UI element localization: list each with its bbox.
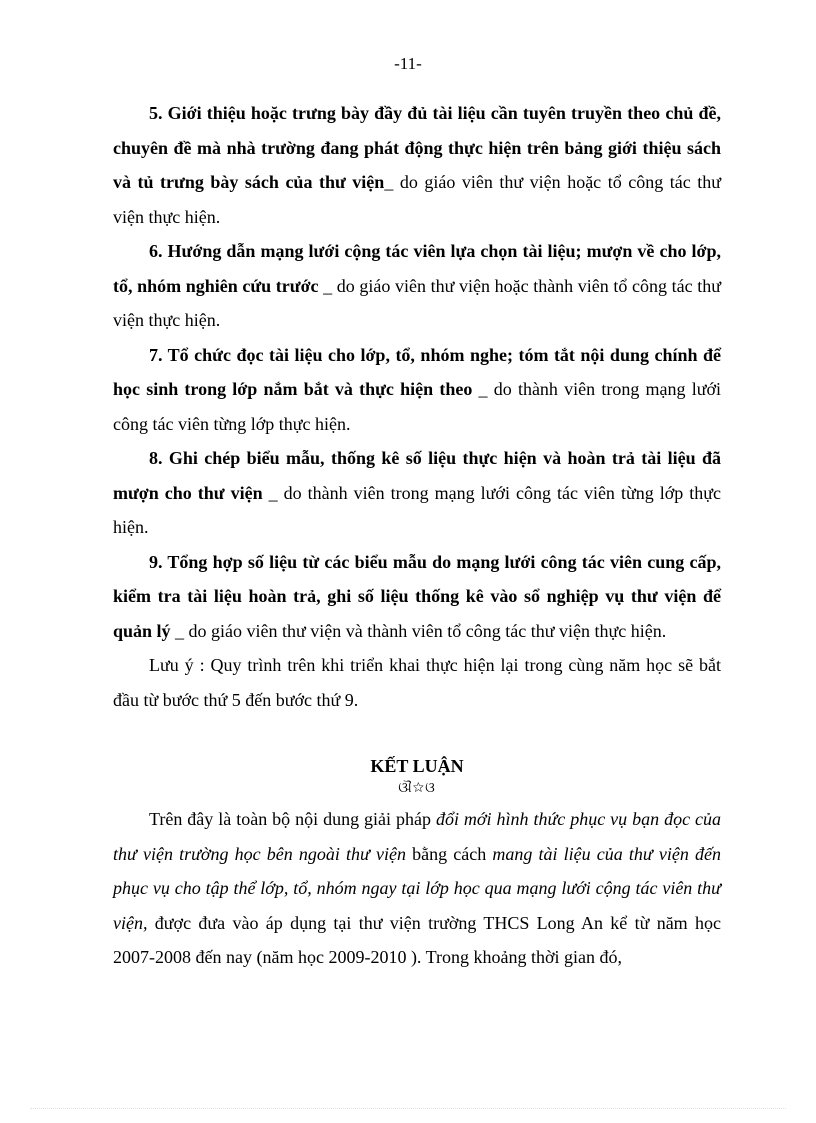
step-8-title: 8. Ghi chép biểu mẫu, thống kê số liệu thực hiện và hoàn trả tài liệu đã mượn cho thư viện bbox=[113, 448, 721, 503]
conclusion-paragraph bbox=[113, 802, 721, 975]
page-number: -11- bbox=[394, 54, 422, 73]
conclusion-text-3: được đưa vào áp dụng tại thư viện trường THCS Long An kể từ năm học 2007-2008 đến nay (năm học 2009-2010 ). Trong khoảng thời gian đó, bbox=[113, 912, 721, 967]
ornament-divider-icon: ଔ☆ଓ bbox=[398, 781, 436, 796]
step-8-paragraph bbox=[113, 441, 721, 545]
step-9-assignee: _ do giáo viên thư viện và thành viên tổ công tác thư viện thực hiện. bbox=[170, 620, 667, 641]
conclusion-heading: KẾT LUẬN bbox=[370, 756, 464, 776]
step-7-title: 7. Tổ chức đọc tài liệu cho lớp, tổ, nhóm nghe; tóm tắt nội dung chính để học sinh trong lớp nắm bắt và thực hiện theo bbox=[113, 344, 721, 399]
step-7-paragraph bbox=[113, 338, 721, 442]
note-paragraph: Lưu ý : Quy trình trên khi triển khai thực hiện lại trong cùng năm học sẽ bắt đầu từ bước thứ 5 đến bước thứ 9. bbox=[113, 655, 721, 710]
step-5-paragraph bbox=[113, 96, 721, 234]
step-5-title: 5. Giới thiệu hoặc trưng bày đầy đủ tài liệu cần tuyên truyền theo chủ đề, chuyên đề mà nhà trường đang phát động thực hiện trên bảng giới thiệu sách và tủ trưng bày sách của thư viện bbox=[113, 103, 721, 192]
step-6-paragraph bbox=[113, 234, 721, 338]
step-9-paragraph bbox=[113, 545, 721, 649]
step-8-assignee: _ do thành viên trong mạng lưới công tác viên từng lớp thực hiện. bbox=[113, 482, 721, 537]
conclusion-italic-1: đổi mới hình thức phục vụ bạn đọc của thư viện trường học bên ngoài thư viện bbox=[113, 809, 722, 864]
document-body bbox=[113, 96, 721, 975]
conclusion-text-1: Trên đây là toàn bộ nội dung giải pháp bbox=[149, 809, 436, 829]
conclusion-text-2: bằng cách bbox=[405, 843, 493, 864]
step-6-assignee: _ do giáo viên thư viện hoặc thành viên tổ công tác thư viện thực hiện. bbox=[113, 275, 721, 330]
step-9-title: 9. Tổng hợp số liệu từ các biểu mẫu do mạng lưới công tác viên cung cấp, kiểm tra tài liệu hoàn trả, ghi số liệu thống kê vào sổ nghiệp vụ thư viện để quản lý bbox=[113, 551, 721, 641]
page-bottom-divider bbox=[30, 1108, 786, 1109]
step-7-assignee: _ do thành viên trong mạng lưới công tác viên từng lớp thực hiện. bbox=[113, 379, 721, 434]
conclusion-italic-2: mang tài liệu của thư viện đến phục vụ cho tập thể lớp, tổ, nhóm ngay tại lớp học qua mạng lưới cộng tác viên thư viện, bbox=[113, 843, 721, 933]
step-6-title: 6. Hướng dẫn mạng lưới cộng tác viên lựa chọn tài liệu; mượn về cho lớp, tổ, nhóm nghiên cứu trước bbox=[113, 241, 721, 296]
step-5-assignee: _ do giáo viên thư viện hoặc tổ công tác thư viện thực hiện. bbox=[113, 172, 722, 227]
